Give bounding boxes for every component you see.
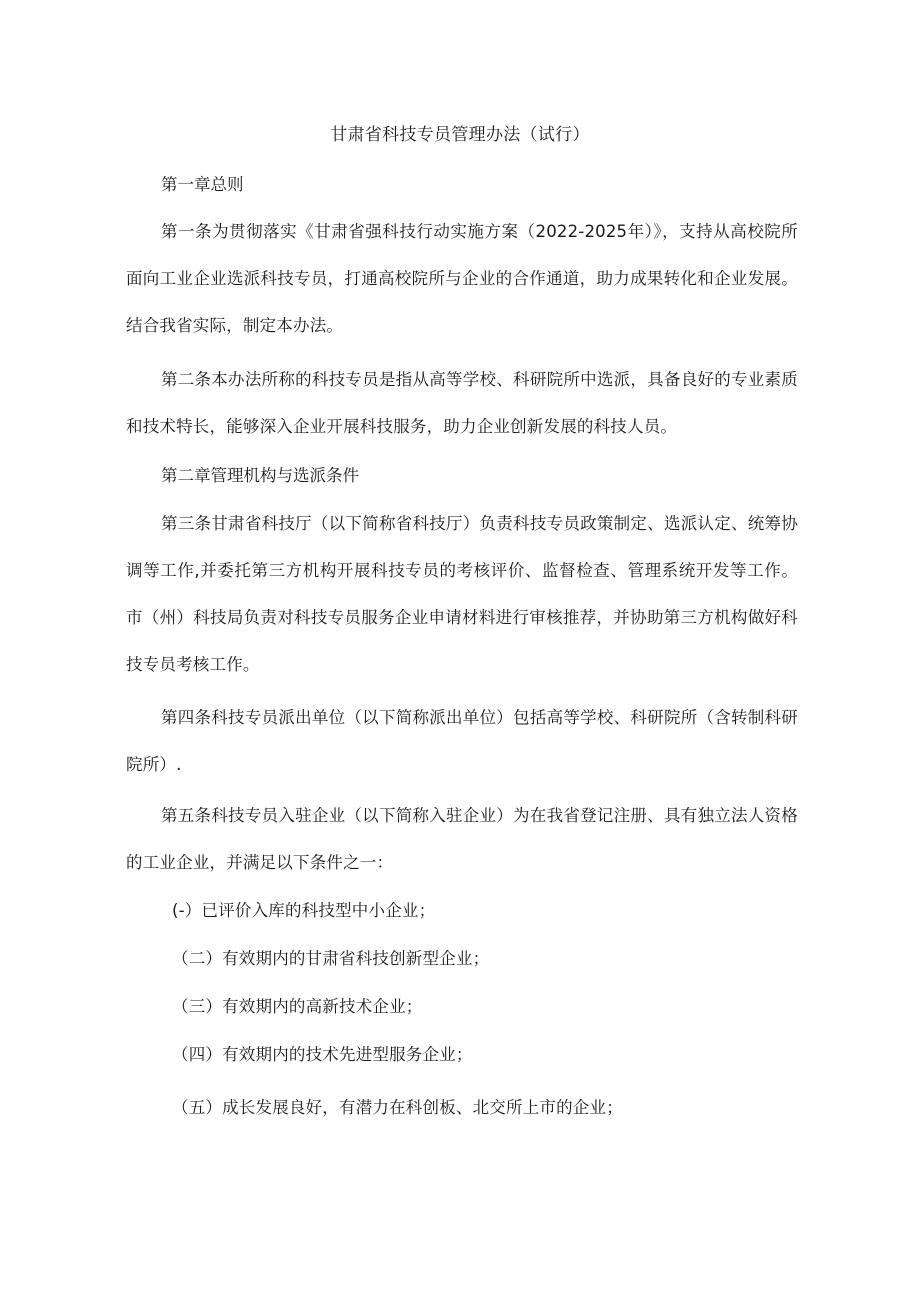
article-1: 第一条为贯彻落实《甘肃省强科技行动实施方案（2022-2025年）》，支持从高校院所面向工业企业选派科技专员，打通高校院所与企业的合作通道，助力成果转化和企业发展。结合我省实际，制定本办法。 xyxy=(126,222,798,335)
condition-item: （四）有效期内的技术先进型服务企业； xyxy=(172,1045,473,1064)
condition-item: （三）有效期内的高新技术企业； xyxy=(172,997,423,1016)
condition-item: (-）已评价入库的科技型中小企业； xyxy=(172,901,436,920)
document-title: 甘肃省科技专员管理办法（试行） xyxy=(330,125,590,145)
article-2: 第二条本办法所称的科技专员是指从高等学校、科研院所中选派，具备良好的专业素质和技术特长，能够深入企业开展科技服务，助力企业创新发展的科技人员。 xyxy=(126,370,798,436)
condition-item: （五）成长发展良好，有潜力在科创板、北交所上市的企业； xyxy=(172,1098,623,1117)
article-4: 第四条科技专员派出单位（以下简称派出单位）包括高等学校、科研院所（含转制科研院所）. xyxy=(126,708,798,774)
chapter-1-heading: 第一章总则 xyxy=(161,175,244,194)
article-5: 第五条科技专员入驻企业（以下简称入驻企业）为在我省登记注册、具有独立法人资格的工业企业，并满足以下条件之一： xyxy=(126,806,798,872)
chapter-2-heading: 第二章管理机构与选派条件 xyxy=(161,466,359,485)
condition-item: （二）有效期内的甘肃省科技创新型企业； xyxy=(172,949,490,968)
article-3: 第三条甘肃省科技厅（以下简称省科技厅）负责科技专员政策制定、选派认定、统筹协调等工作,并委托第三方机构开展科技专员的考核评价、监督检查、管理系统开发等工作。市（州）科技局负责对科技专员服务企业申请材料进行审核推荐，并协助第三方机构做好科技专员考核工作。 xyxy=(126,514,798,674)
